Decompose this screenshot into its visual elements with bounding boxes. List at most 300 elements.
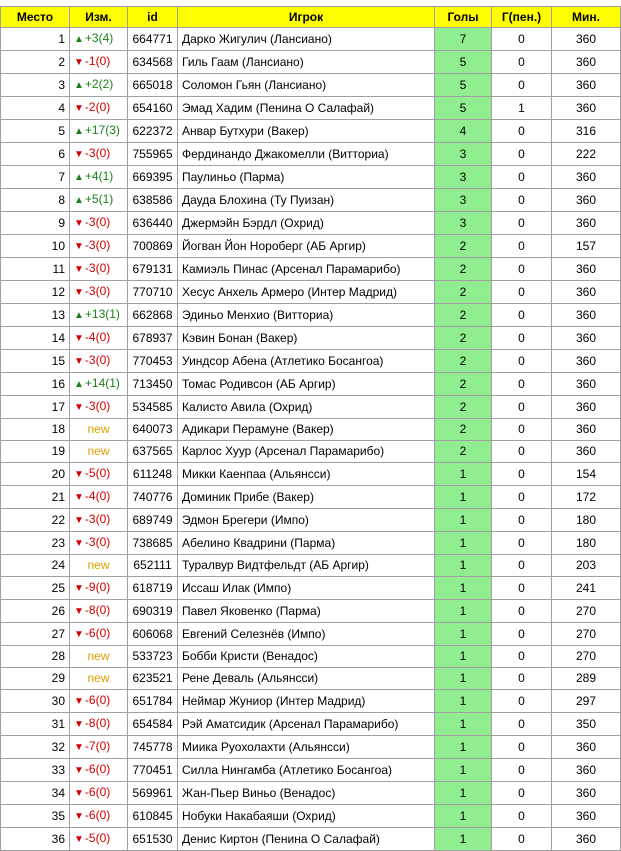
goals-cell[interactable]: 1 <box>435 600 492 623</box>
table-row <box>1 74 621 97</box>
goals-cell[interactable]: 2 <box>435 281 492 304</box>
header-player[interactable]: Игрок <box>178 7 435 28</box>
rank-cell[interactable]: 8 <box>1 189 70 212</box>
penalties-cell[interactable]: 0 <box>492 373 552 396</box>
change-cell[interactable] <box>70 212 128 235</box>
change-cell[interactable] <box>70 555 128 577</box>
change-cell[interactable] <box>70 51 128 74</box>
change-cell[interactable] <box>70 166 128 189</box>
table-row <box>1 28 621 51</box>
change-cell[interactable] <box>70 97 128 120</box>
goals-cell[interactable]: 1 <box>435 509 492 532</box>
table-row <box>1 235 621 258</box>
penalties-cell[interactable]: 0 <box>492 74 552 97</box>
triangle-down-icon: ▼ <box>74 765 84 776</box>
id-cell[interactable]: 755965 <box>128 143 178 166</box>
minutes-cell[interactable]: 360 <box>552 51 621 74</box>
id-cell[interactable]: 569961 <box>128 782 178 805</box>
table-row <box>1 463 621 486</box>
player-cell[interactable]: Калисто Авила (Охрид) <box>178 396 435 419</box>
triangle-up-icon: ▲ <box>74 80 84 91</box>
player-cell[interactable]: Рене Деваль (Альянсси) <box>178 668 435 690</box>
rank-cell[interactable]: 33 <box>1 759 70 782</box>
change-cell[interactable] <box>70 350 128 373</box>
penalties-cell[interactable]: 0 <box>492 509 552 532</box>
player-cell[interactable]: Фердинандо Джакомелли (Витториа) <box>178 143 435 166</box>
rank-cell[interactable]: 23 <box>1 532 70 555</box>
player-cell[interactable]: Гиль Гаам (Лансиано) <box>178 51 435 74</box>
goals-cell[interactable]: 1 <box>435 555 492 577</box>
rank-cell[interactable]: 3 <box>1 74 70 97</box>
minutes-cell[interactable]: 157 <box>552 235 621 258</box>
change-cell[interactable] <box>70 646 128 668</box>
goals-cell[interactable]: 4 <box>435 120 492 143</box>
change-cell[interactable] <box>70 532 128 555</box>
player-cell[interactable]: Джермэйн Бэрдл (Охрид) <box>178 212 435 235</box>
id-cell[interactable]: 700869 <box>128 235 178 258</box>
change-cell[interactable] <box>70 327 128 350</box>
rank-cell[interactable]: 17 <box>1 396 70 419</box>
change-cell[interactable] <box>70 782 128 805</box>
goals-cell[interactable]: 1 <box>435 828 492 851</box>
header-row <box>1 7 621 28</box>
minutes-cell[interactable]: 154 <box>552 463 621 486</box>
rank-cell[interactable]: 24 <box>1 555 70 577</box>
triangle-up-icon: ▲ <box>74 310 84 321</box>
minutes-cell[interactable]: 360 <box>552 350 621 373</box>
rank-cell[interactable]: 4 <box>1 97 70 120</box>
player-cell[interactable]: Туралвур Видтфельдт (АБ Аргир) <box>178 555 435 577</box>
rank-cell[interactable]: 19 <box>1 441 70 463</box>
id-cell[interactable]: 618719 <box>128 577 178 600</box>
table-row <box>1 736 621 759</box>
minutes-cell[interactable]: 180 <box>552 532 621 555</box>
goals-cell[interactable]: 1 <box>435 668 492 690</box>
goals-cell[interactable]: 3 <box>435 189 492 212</box>
change-cell[interactable] <box>70 189 128 212</box>
change-value: -5(0) <box>84 466 111 480</box>
minutes-cell[interactable]: 360 <box>552 28 621 51</box>
minutes-cell[interactable]: 180 <box>552 509 621 532</box>
change-cell[interactable] <box>70 690 128 713</box>
goals-cell[interactable]: 1 <box>435 623 492 646</box>
id-cell[interactable]: 533723 <box>128 646 178 668</box>
table-row <box>1 441 621 463</box>
change-cell[interactable] <box>70 486 128 509</box>
penalties-cell[interactable]: 0 <box>492 258 552 281</box>
penalties-cell[interactable]: 0 <box>492 143 552 166</box>
change-value: -6(0) <box>84 762 111 776</box>
goals-cell[interactable]: 1 <box>435 782 492 805</box>
player-cell[interactable]: Жан-Пьер Виньо (Венадос) <box>178 782 435 805</box>
table-row <box>1 713 621 736</box>
new-badge: new <box>87 649 110 663</box>
player-cell[interactable]: Соломон Гьян (Лансиано) <box>178 74 435 97</box>
id-cell[interactable]: 679131 <box>128 258 178 281</box>
goals-cell[interactable]: 1 <box>435 713 492 736</box>
player-cell[interactable]: Рэй Аматсидик (Арсенал Парамарибо) <box>178 713 435 736</box>
penalties-cell[interactable]: 0 <box>492 668 552 690</box>
minutes-cell[interactable]: 360 <box>552 373 621 396</box>
triangle-up-icon: ▲ <box>74 172 84 183</box>
id-cell[interactable]: 622372 <box>128 120 178 143</box>
player-cell[interactable]: Йогван Йон Нороберг (АБ Аргир) <box>178 235 435 258</box>
penalties-cell[interactable]: 0 <box>492 828 552 851</box>
table-row <box>1 304 621 327</box>
header-rank[interactable]: Место <box>1 7 70 28</box>
goals-cell[interactable]: 2 <box>435 419 492 441</box>
minutes-cell[interactable]: 270 <box>552 623 621 646</box>
change-cell[interactable] <box>70 281 128 304</box>
change-cell[interactable] <box>70 668 128 690</box>
minutes-cell[interactable]: 270 <box>552 600 621 623</box>
change-value: +14(1) <box>84 376 120 390</box>
change-value: +2(2) <box>84 77 114 91</box>
change-value: -6(0) <box>84 785 111 799</box>
change-cell[interactable] <box>70 304 128 327</box>
rank-cell[interactable]: 2 <box>1 51 70 74</box>
change-value: +13(1) <box>84 307 120 321</box>
penalties-cell[interactable]: 0 <box>492 350 552 373</box>
id-cell[interactable]: 651530 <box>128 828 178 851</box>
minutes-cell[interactable]: 172 <box>552 486 621 509</box>
rank-cell[interactable]: 11 <box>1 258 70 281</box>
table-row <box>1 577 621 600</box>
rank-cell[interactable]: 5 <box>1 120 70 143</box>
player-cell[interactable]: Адикари Перамуне (Вакер) <box>178 419 435 441</box>
id-cell[interactable]: 652111 <box>128 555 178 577</box>
rank-cell[interactable]: 29 <box>1 668 70 690</box>
id-cell[interactable]: 690319 <box>128 600 178 623</box>
change-value: +3(4) <box>84 31 114 45</box>
goals-cell[interactable]: 1 <box>435 736 492 759</box>
id-cell[interactable]: 770710 <box>128 281 178 304</box>
player-cell[interactable]: Хесус Анхель Армеро (Интер Мадрид) <box>178 281 435 304</box>
goals-cell[interactable]: 1 <box>435 463 492 486</box>
player-cell[interactable]: Абелино Квадрини (Парма) <box>178 532 435 555</box>
id-cell[interactable]: 713450 <box>128 373 178 396</box>
player-cell[interactable]: Эдмон Брегери (Импо) <box>178 509 435 532</box>
penalties-cell[interactable]: 0 <box>492 327 552 350</box>
goals-cell[interactable]: 5 <box>435 97 492 120</box>
goals-cell[interactable]: 3 <box>435 166 492 189</box>
goals-cell[interactable]: 2 <box>435 327 492 350</box>
penalties-cell[interactable]: 0 <box>492 28 552 51</box>
change-cell[interactable] <box>70 373 128 396</box>
goals-cell[interactable]: 2 <box>435 304 492 327</box>
minutes-cell[interactable]: 360 <box>552 759 621 782</box>
table-row <box>1 509 621 532</box>
penalties-cell[interactable]: 0 <box>492 532 552 555</box>
player-cell[interactable]: Анвар Бутхури (Вакер) <box>178 120 435 143</box>
id-cell[interactable]: 636440 <box>128 212 178 235</box>
triangle-down-icon: ▼ <box>74 696 84 707</box>
rank-cell[interactable]: 36 <box>1 828 70 851</box>
goals-cell[interactable]: 3 <box>435 212 492 235</box>
id-cell[interactable]: 664771 <box>128 28 178 51</box>
minutes-cell[interactable]: 270 <box>552 646 621 668</box>
minutes-cell[interactable]: 222 <box>552 143 621 166</box>
change-value: -7(0) <box>84 739 111 753</box>
goals-cell[interactable]: 1 <box>435 486 492 509</box>
penalties-cell[interactable]: 1 <box>492 97 552 120</box>
id-cell[interactable]: 623521 <box>128 668 178 690</box>
change-cell[interactable] <box>70 419 128 441</box>
rank-cell[interactable]: 16 <box>1 373 70 396</box>
change-cell[interactable] <box>70 74 128 97</box>
table-row <box>1 396 621 419</box>
penalties-cell[interactable]: 0 <box>492 600 552 623</box>
header-penalties[interactable]: Г(пен.) <box>492 7 552 28</box>
player-cell[interactable]: Нобуки Накабаяши (Охрид) <box>178 805 435 828</box>
rank-cell[interactable]: 30 <box>1 690 70 713</box>
player-cell[interactable]: Павел Яковенко (Парма) <box>178 600 435 623</box>
id-cell[interactable]: 662868 <box>128 304 178 327</box>
change-cell[interactable] <box>70 28 128 51</box>
penalties-cell[interactable]: 0 <box>492 759 552 782</box>
change-value: -2(0) <box>84 100 111 114</box>
player-cell[interactable]: Силла Нингамба (Атлетико Босангоа) <box>178 759 435 782</box>
change-cell[interactable] <box>70 828 128 851</box>
id-cell[interactable]: 638586 <box>128 189 178 212</box>
id-cell[interactable]: 610845 <box>128 805 178 828</box>
change-value: -3(0) <box>84 399 111 413</box>
id-cell[interactable]: 534585 <box>128 396 178 419</box>
minutes-cell[interactable]: 360 <box>552 828 621 851</box>
rank-cell[interactable]: 21 <box>1 486 70 509</box>
rank-cell[interactable]: 32 <box>1 736 70 759</box>
goals-cell[interactable]: 1 <box>435 690 492 713</box>
minutes-cell[interactable]: 360 <box>552 805 621 828</box>
rank-cell[interactable]: 35 <box>1 805 70 828</box>
change-cell[interactable] <box>70 713 128 736</box>
id-cell[interactable]: 654160 <box>128 97 178 120</box>
minutes-cell[interactable]: 360 <box>552 327 621 350</box>
goals-cell[interactable]: 2 <box>435 373 492 396</box>
minutes-cell[interactable]: 360 <box>552 782 621 805</box>
penalties-cell[interactable]: 0 <box>492 51 552 74</box>
penalties-cell[interactable]: 0 <box>492 782 552 805</box>
minutes-cell[interactable]: 360 <box>552 258 621 281</box>
player-cell[interactable]: Микки Каенпаа (Альянсси) <box>178 463 435 486</box>
minutes-cell[interactable]: 360 <box>552 97 621 120</box>
rank-cell[interactable]: 31 <box>1 713 70 736</box>
rank-cell[interactable]: 12 <box>1 281 70 304</box>
player-cell[interactable]: Карлос Хуур (Арсенал Парамарибо) <box>178 441 435 463</box>
player-cell[interactable]: Евгений Селезнёв (Импо) <box>178 623 435 646</box>
triangle-down-icon: ▼ <box>74 469 84 480</box>
penalties-cell[interactable]: 0 <box>492 166 552 189</box>
id-cell[interactable]: 637565 <box>128 441 178 463</box>
penalties-cell[interactable]: 0 <box>492 419 552 441</box>
minutes-cell[interactable]: 360 <box>552 189 621 212</box>
goals-cell[interactable]: 1 <box>435 577 492 600</box>
minutes-cell[interactable]: 360 <box>552 396 621 419</box>
rank-cell[interactable]: 9 <box>1 212 70 235</box>
player-cell[interactable]: Паулиньо (Парма) <box>178 166 435 189</box>
id-cell[interactable]: 738685 <box>128 532 178 555</box>
goals-cell[interactable]: 1 <box>435 532 492 555</box>
minutes-cell[interactable]: 350 <box>552 713 621 736</box>
penalties-cell[interactable]: 0 <box>492 805 552 828</box>
table-row <box>1 668 621 690</box>
player-cell[interactable]: Эдиньо Менхио (Витториа) <box>178 304 435 327</box>
minutes-cell[interactable]: 360 <box>552 74 621 97</box>
id-cell[interactable]: 689749 <box>128 509 178 532</box>
penalties-cell[interactable]: 0 <box>492 736 552 759</box>
player-cell[interactable]: Денис Киртон (Пенина О Салафай) <box>178 828 435 851</box>
goals-cell[interactable]: 2 <box>435 350 492 373</box>
minutes-cell[interactable]: 203 <box>552 555 621 577</box>
penalties-cell[interactable]: 0 <box>492 577 552 600</box>
id-cell[interactable]: 770453 <box>128 350 178 373</box>
id-cell[interactable]: 669395 <box>128 166 178 189</box>
triangle-down-icon: ▼ <box>74 57 84 68</box>
triangle-down-icon: ▼ <box>74 834 84 845</box>
id-cell[interactable]: 634568 <box>128 51 178 74</box>
player-cell[interactable]: Иссаш Илак (Импо) <box>178 577 435 600</box>
rank-cell[interactable]: 27 <box>1 623 70 646</box>
rank-cell[interactable]: 25 <box>1 577 70 600</box>
change-value: -3(0) <box>84 535 111 549</box>
player-cell[interactable]: Неймар Жуниор (Интер Мадрид) <box>178 690 435 713</box>
id-cell[interactable]: 606068 <box>128 623 178 646</box>
header-id[interactable]: id <box>128 7 178 28</box>
player-cell[interactable]: Томас Родивсон (АБ Аргир) <box>178 373 435 396</box>
rank-cell[interactable]: 1 <box>1 28 70 51</box>
penalties-cell[interactable]: 0 <box>492 120 552 143</box>
player-cell[interactable]: Кэвин Бонан (Вакер) <box>178 327 435 350</box>
goals-cell[interactable]: 2 <box>435 441 492 463</box>
id-cell[interactable]: 665018 <box>128 74 178 97</box>
goals-cell[interactable]: 1 <box>435 759 492 782</box>
penalties-cell[interactable]: 0 <box>492 212 552 235</box>
change-cell[interactable] <box>70 623 128 646</box>
rank-cell[interactable]: 14 <box>1 327 70 350</box>
minutes-cell[interactable]: 316 <box>552 120 621 143</box>
change-value: -1(0) <box>84 54 111 68</box>
change-cell[interactable] <box>70 441 128 463</box>
change-cell[interactable] <box>70 120 128 143</box>
new-badge: new <box>87 671 110 685</box>
goals-cell[interactable]: 3 <box>435 143 492 166</box>
change-cell[interactable] <box>70 463 128 486</box>
penalties-cell[interactable]: 0 <box>492 486 552 509</box>
goals-cell[interactable]: 2 <box>435 396 492 419</box>
penalties-cell[interactable]: 0 <box>492 441 552 463</box>
player-cell[interactable]: Камиэль Пинас (Арсенал Парамарибо) <box>178 258 435 281</box>
penalties-cell[interactable]: 0 <box>492 623 552 646</box>
rank-cell[interactable]: 13 <box>1 304 70 327</box>
penalties-cell[interactable]: 0 <box>492 235 552 258</box>
goals-cell[interactable]: 2 <box>435 258 492 281</box>
penalties-cell[interactable]: 0 <box>492 463 552 486</box>
change-cell[interactable] <box>70 759 128 782</box>
rank-cell[interactable]: 22 <box>1 509 70 532</box>
rank-cell[interactable]: 15 <box>1 350 70 373</box>
player-cell[interactable]: Дарко Жигулич (Лансиано) <box>178 28 435 51</box>
id-cell[interactable]: 770451 <box>128 759 178 782</box>
player-cell[interactable]: Бобби Кристи (Венадос) <box>178 646 435 668</box>
id-cell[interactable]: 654584 <box>128 713 178 736</box>
penalties-cell[interactable]: 0 <box>492 304 552 327</box>
change-cell[interactable] <box>70 143 128 166</box>
rank-cell[interactable]: 18 <box>1 419 70 441</box>
change-cell[interactable] <box>70 235 128 258</box>
change-cell[interactable] <box>70 600 128 623</box>
table-row <box>1 690 621 713</box>
minutes-cell[interactable]: 297 <box>552 690 621 713</box>
header-minutes[interactable]: Мин. <box>552 7 621 28</box>
player-cell[interactable]: Миика Руохолахти (Альянсси) <box>178 736 435 759</box>
id-cell[interactable]: 611248 <box>128 463 178 486</box>
rank-cell[interactable]: 34 <box>1 782 70 805</box>
triangle-down-icon: ▼ <box>74 402 84 413</box>
player-cell[interactable]: Дауда Блохина (Ту Пуизан) <box>178 189 435 212</box>
rank-cell[interactable]: 6 <box>1 143 70 166</box>
goals-cell[interactable]: 7 <box>435 28 492 51</box>
minutes-cell[interactable]: 360 <box>552 419 621 441</box>
penalties-cell[interactable]: 0 <box>492 281 552 304</box>
id-cell[interactable]: 745778 <box>128 736 178 759</box>
change-cell[interactable] <box>70 577 128 600</box>
goals-cell[interactable]: 1 <box>435 805 492 828</box>
goals-cell[interactable]: 5 <box>435 74 492 97</box>
rank-cell[interactable]: 28 <box>1 646 70 668</box>
change-cell[interactable] <box>70 509 128 532</box>
penalties-cell[interactable]: 0 <box>492 555 552 577</box>
minutes-cell[interactable]: 360 <box>552 166 621 189</box>
goals-cell[interactable]: 1 <box>435 646 492 668</box>
id-cell[interactable]: 678937 <box>128 327 178 350</box>
new-badge: new <box>87 558 110 572</box>
player-cell[interactable]: Уиндсор Абена (Атлетико Босангоа) <box>178 350 435 373</box>
change-cell[interactable] <box>70 805 128 828</box>
id-cell[interactable]: 740776 <box>128 486 178 509</box>
rank-cell[interactable]: 7 <box>1 166 70 189</box>
id-cell[interactable]: 640073 <box>128 419 178 441</box>
minutes-cell[interactable]: 360 <box>552 304 621 327</box>
change-cell[interactable] <box>70 258 128 281</box>
header-change[interactable]: Изм. <box>70 7 128 28</box>
goals-cell[interactable]: 2 <box>435 235 492 258</box>
penalties-cell[interactable]: 0 <box>492 189 552 212</box>
minutes-cell[interactable]: 241 <box>552 577 621 600</box>
triangle-up-icon: ▲ <box>74 126 84 137</box>
penalties-cell[interactable]: 0 <box>492 713 552 736</box>
id-cell[interactable]: 651784 <box>128 690 178 713</box>
triangle-up-icon: ▲ <box>74 195 84 206</box>
minutes-cell[interactable]: 360 <box>552 281 621 304</box>
rank-cell[interactable]: 26 <box>1 600 70 623</box>
rank-cell[interactable]: 10 <box>1 235 70 258</box>
goals-cell[interactable]: 5 <box>435 51 492 74</box>
penalties-cell[interactable]: 0 <box>492 396 552 419</box>
change-cell[interactable] <box>70 396 128 419</box>
penalties-cell[interactable]: 0 <box>492 690 552 713</box>
penalties-cell[interactable]: 0 <box>492 646 552 668</box>
minutes-cell[interactable]: 360 <box>552 212 621 235</box>
rank-cell[interactable]: 20 <box>1 463 70 486</box>
table-row <box>1 828 621 851</box>
header-goals[interactable]: Голы <box>435 7 492 28</box>
minutes-cell[interactable]: 289 <box>552 668 621 690</box>
player-cell[interactable]: Эмад Хадим (Пенина О Салафай) <box>178 97 435 120</box>
change-cell[interactable] <box>70 736 128 759</box>
minutes-cell[interactable]: 360 <box>552 441 621 463</box>
minutes-cell[interactable]: 360 <box>552 736 621 759</box>
player-cell[interactable]: Доминик Прибе (Вакер) <box>178 486 435 509</box>
